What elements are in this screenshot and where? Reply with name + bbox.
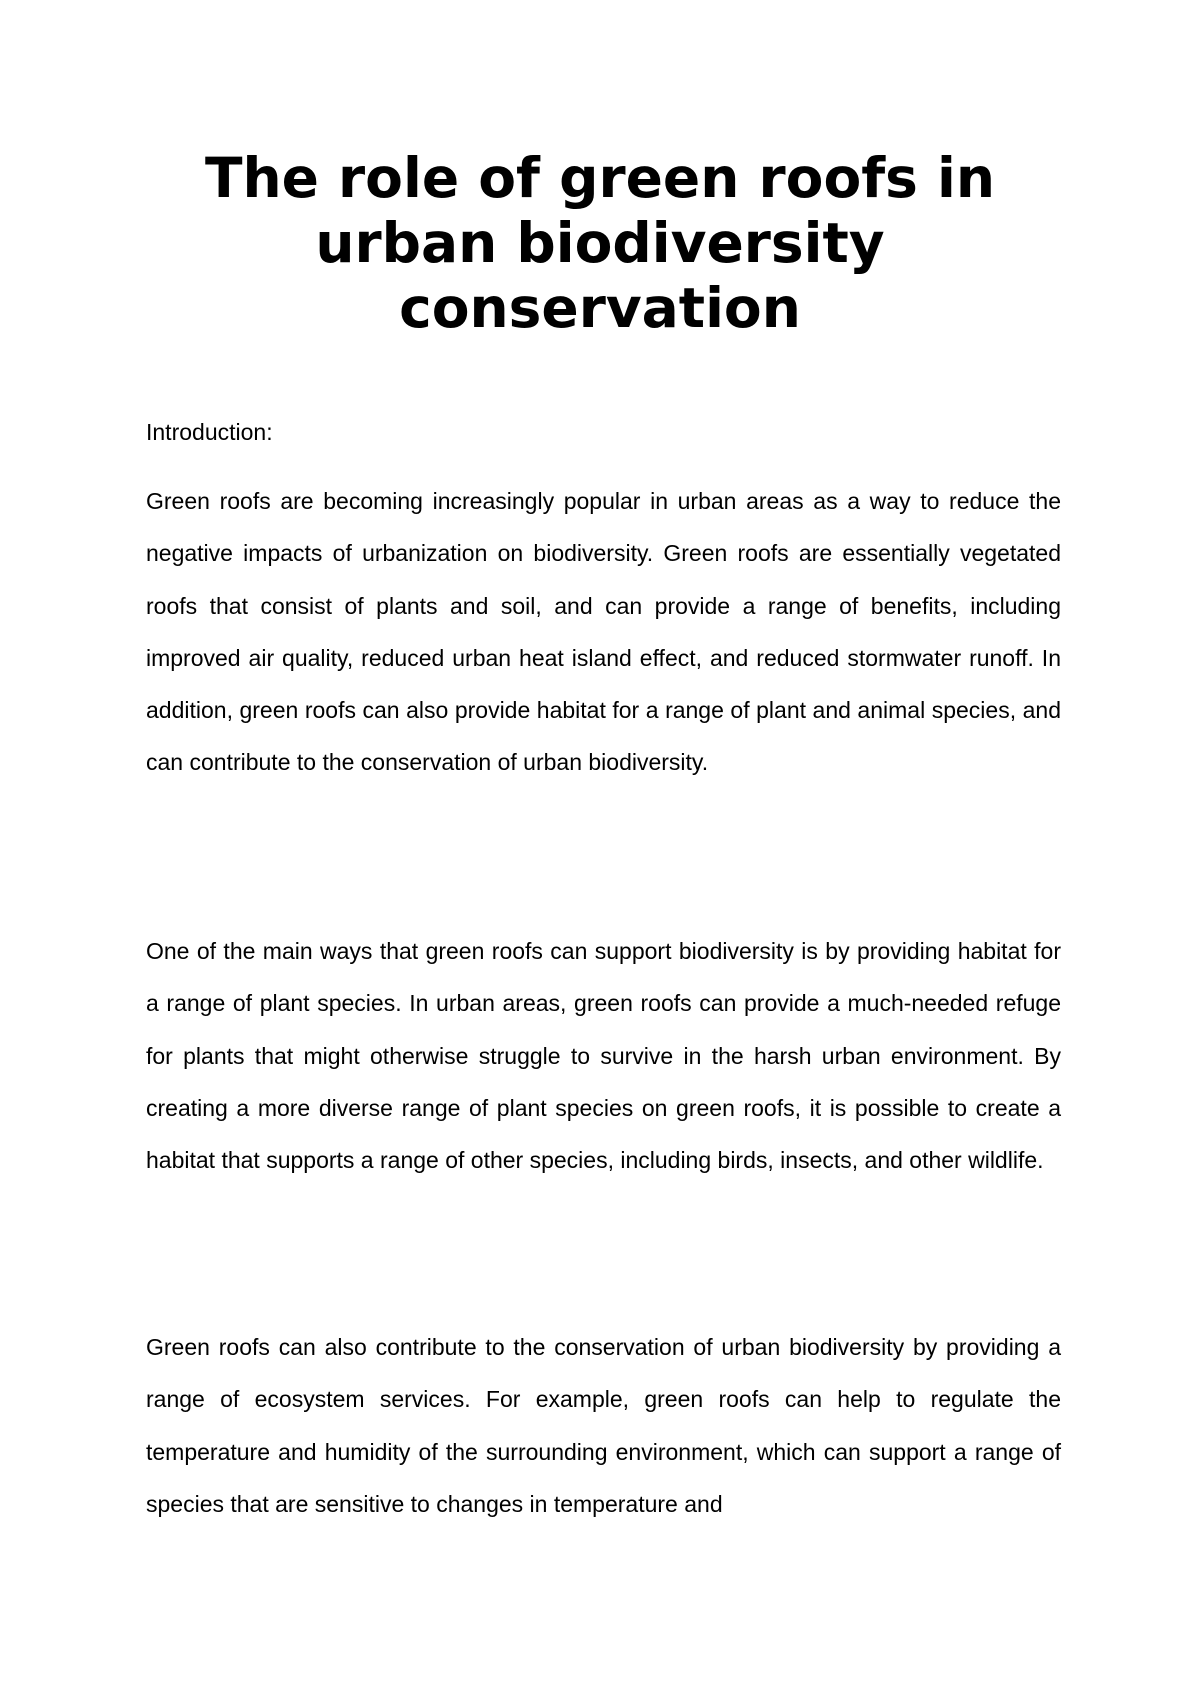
title-line-2: urban biodiversity	[315, 211, 885, 275]
paragraph-plant-habitat: One of the main ways that green roofs can support biodiversity is by providing habitat for a range of plant species. In urban areas, green roofs can provide a much-needed refuge for plants that might otherwise struggle to survive in the harsh urban environment. By creating a more diverse range of plant species on green roofs, it is possible to create a habitat that supports a range of other species, including birds, insects, and other wildlife.	[146, 938, 1061, 1174]
introduction-heading: Introduction:	[146, 419, 273, 445]
document-title	[100, 146, 1100, 341]
title-line-3: conservation	[399, 276, 801, 340]
paragraph-introduction: Green roofs are becoming increasingly popular in urban areas as a way to reduce the negative impacts of urbanization on biodiversity. Green roofs are essentially vegetated roofs that consist of plants and soil, and can provide a range of benefits, including improved air quality, reduced urban heat island effect, and reduced stormwater runoff. In addition, green roofs can also provide habitat for a range of plant and animal species, and can contribute to the conservation of urban biodiversity.	[146, 488, 1061, 776]
title-line-1: The role of green roofs in	[204, 146, 996, 210]
paragraph-ecosystem-services: Green roofs can also contribute to the conservation of urban biodiversity by providing a range of ecosystem services. For example, green roofs can help to regulate the temperature and humidity of the surrounding environment, which can support a range of species that are sensitive to changes in temperature and	[146, 1334, 1061, 1517]
